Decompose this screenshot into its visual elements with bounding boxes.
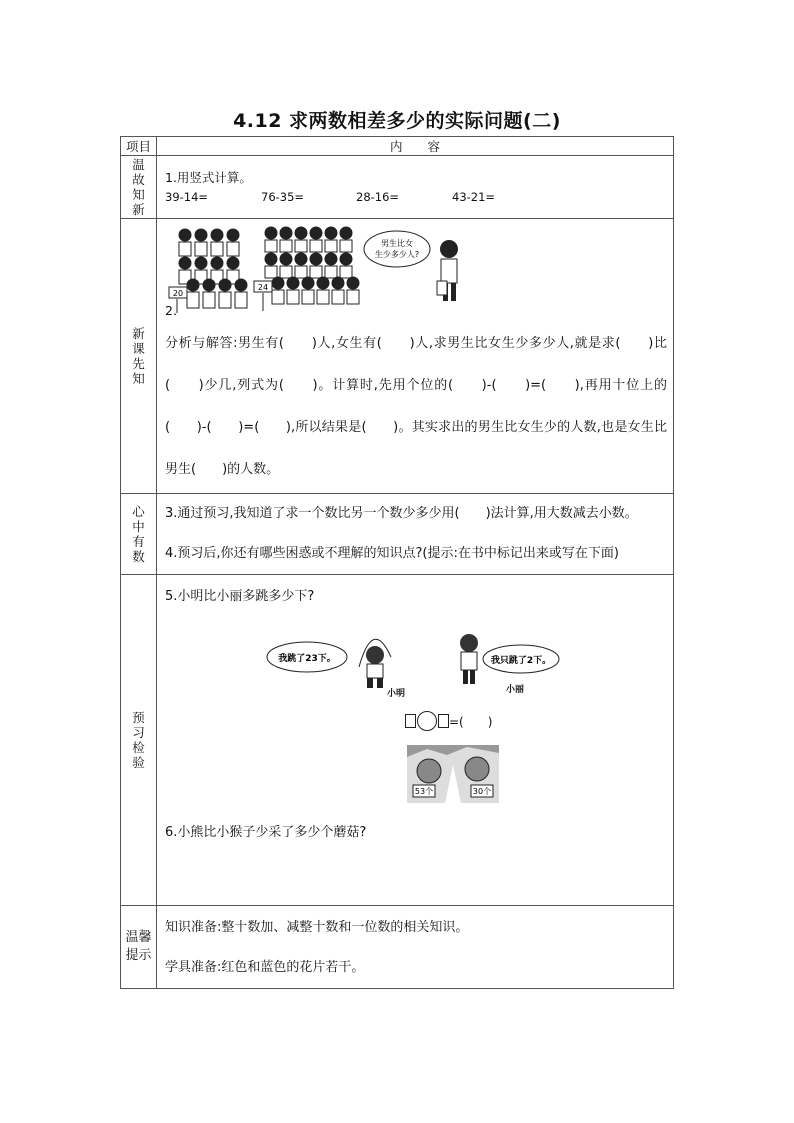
new-lesson-label: 新课先知 xyxy=(132,326,145,386)
bubble-right: 我只跳了2下。 xyxy=(490,656,552,666)
question-4: 4.预习后,你还有哪些困惑或不理解的知识点?(提示:在书中标记出来或写在下面) xyxy=(165,546,619,561)
calc-item: 39-14= xyxy=(165,190,209,204)
question-3: 3.通过预习,我知道了求一个数比另一个数少多少用( )法计算,用大数减去小数。 xyxy=(165,506,638,521)
new-lesson-row xyxy=(121,219,674,494)
equation-result: =( ) xyxy=(449,714,493,729)
tips-label: 温馨提示 xyxy=(125,930,152,963)
tag-left: 53个 xyxy=(414,787,434,796)
review-row xyxy=(121,156,674,219)
calc-item: 43-21= xyxy=(452,190,496,204)
mushroom-illustration xyxy=(407,745,499,803)
boy-figure xyxy=(179,229,247,308)
calc-list xyxy=(165,190,667,204)
mind-row xyxy=(121,494,674,575)
question-6: 6.小熊比小猴子少采了多少个蘑菇? xyxy=(165,825,367,840)
sign-right: 24 xyxy=(257,283,269,292)
header-item: 项目 xyxy=(121,137,157,156)
table-header xyxy=(121,137,674,156)
analysis-paragraph: 分析与解答:男生有( )人,女生有( )人,求男生比女生少多少人,就是求( )比( )少几,列式为( )。计算时,先用个位的( )-( )=( ),再用十位上的( )-( )=( ),所以结果是( )。其实求出的男生比女生少的人数,也是女生比男生( )的人数。 xyxy=(165,336,667,477)
header-content: 内 容 xyxy=(157,137,674,156)
name-xiaoming: 小明 xyxy=(387,689,406,699)
tip-2: 学具准备:红色和蓝色的花片若干。 xyxy=(165,960,365,975)
answer-box[interactable] xyxy=(438,714,449,728)
check-row xyxy=(121,575,674,906)
worksheet-table xyxy=(120,136,674,989)
students-illustration xyxy=(163,221,463,321)
answer-box[interactable] xyxy=(405,714,416,728)
calc-item: 28-16= xyxy=(356,190,400,204)
bubble-line1: 男生比女 xyxy=(381,239,413,248)
calc-item: 76-35= xyxy=(261,190,305,204)
speech-bubble xyxy=(364,231,430,267)
name-xiaoli: 小丽 xyxy=(506,685,525,695)
tips-row xyxy=(121,906,674,989)
girl-figure xyxy=(265,227,359,304)
equation-template xyxy=(405,711,492,731)
sign-left: 20 xyxy=(172,289,184,298)
question-5: 5.小明比小丽多跳多少下? xyxy=(165,589,315,604)
teacher-head xyxy=(440,240,458,258)
page-title: 4.12 求两数相差多少的实际问题(二) xyxy=(233,110,561,132)
tip-1: 知识准备:整十数加、减整十数和一位数的相关知识。 xyxy=(165,920,469,935)
bubble-line2: 生少多少人? xyxy=(374,250,420,259)
book-icon xyxy=(437,281,447,295)
review-label: 温故知新 xyxy=(132,157,145,217)
question-1: 1.用竖式计算。 xyxy=(165,170,252,185)
bubble-left: 我跳了23下。 xyxy=(278,654,336,664)
question-2-number: 2. xyxy=(165,303,177,318)
operator-circle[interactable] xyxy=(417,711,437,731)
check-label: 预习检验 xyxy=(132,710,145,770)
mind-label: 心中有数 xyxy=(132,504,145,564)
tag-right: 30个 xyxy=(472,787,492,796)
